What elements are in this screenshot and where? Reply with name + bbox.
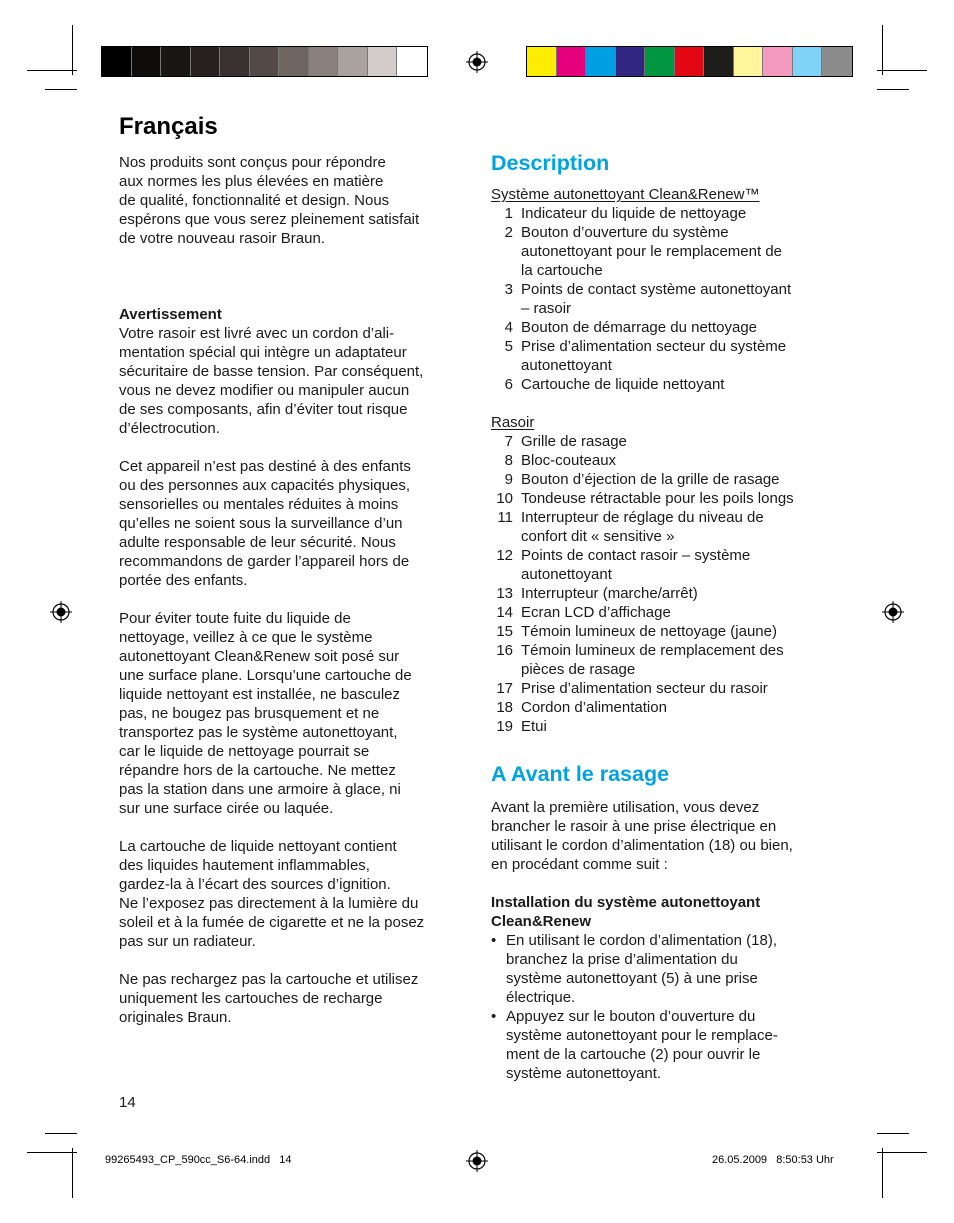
part-number: 15 [496,623,513,640]
part-label: Témoin lumineux de nettoyage (jaune) [521,623,777,640]
registration-mark-icon [50,601,72,623]
part-list-item [491,337,841,375]
part-label: Bouton d’ouverture du système autonettoyant pour le remplacement de la cartouche [521,224,782,279]
refill-paragraph: Ne pas rechargez pas la cartouche et utilisez uniquement les cartouches de recharge originales Braun. [119,971,419,1026]
part-list-item [491,280,841,318]
color-swatch [220,47,250,76]
part-list-item [491,451,841,470]
part-list-item [491,717,841,736]
footer-file-info: 99265493_CP_590cc_S6-64.indd 14 [105,1154,292,1166]
page-title: Français [119,113,218,140]
registration-mark-icon [882,601,904,623]
color-swatch [616,47,646,76]
leak-paragraph: Pour éviter toute fuite du liquide de nettoyage, veillez à ce que le système autonettoyant Clean&Renew soit posé sur une surface plane. Lorsqu’une cartouche de liquide nettoyant est installée, ne basculez pas, ne bougez pas brusquement et ne transportez pas le système autonettoyant, car le liquide de nettoyage pourrait se répandre hors de la cartouche. Ne mettez pas la station dans une armoire à glace, ni sur une surface cirée ou laquée. [119,610,412,817]
part-number: 10 [496,490,513,507]
color-swatch [102,47,132,76]
part-list-item [491,318,841,337]
part-label: Etui [521,718,547,735]
part-number: 11 [497,509,513,526]
warning-heading: Avertissement [119,306,222,323]
grayscale-color-bar [101,46,428,77]
description-heading: Description [491,151,610,175]
part-list-item [491,622,841,641]
color-swatch [734,47,764,76]
system-section-title: Système autonettoyant Clean&Renew™ [491,186,760,203]
part-label: Interrupteur (marche/arrêt) [521,585,698,602]
install-steps-list [491,931,841,1083]
install-step [491,1007,841,1083]
color-swatch [132,47,162,76]
flammable-paragraph: La cartouche de liquide nettoyant contient des liquides hautement inflammables, gardez-la à l’écart des sources d’ignition. Ne l’exposez pas directement à la lumière du soleil et à la fumée de cigarette et ne la posez pas sur un radiateur. [119,838,425,950]
process-color-bar [526,46,853,77]
color-swatch [191,47,221,76]
bullet-icon: • [491,1008,497,1025]
install-heading: Installation du système autonettoyant Clean&Renew [491,894,761,930]
part-label: Points de contact système autonettoyant – rasoir [521,281,792,317]
part-label: Bloc-couteaux [521,452,617,469]
part-list-item [491,584,841,603]
part-number: 7 [504,433,513,450]
part-label: Témoin lumineux de remplacement des pièces de rasage [521,642,784,678]
part-label: Interrupteur de réglage du niveau de confort dit « sensitive » [521,509,764,545]
part-list-item [491,223,841,280]
color-swatch [338,47,368,76]
part-number: 9 [504,471,513,488]
color-swatch [368,47,398,76]
right-column-before-shaving [491,798,841,1083]
part-number: 17 [496,680,513,697]
shaver-section-title: Rasoir [491,414,535,431]
color-swatch [397,47,427,76]
install-step-text: Appuyez sur le bouton d’ouverture du système autonettoyant pour le remplace- ment de la cartouche (2) pour ouvrir le système autonettoyant. [506,1008,778,1082]
page-number: 14 [119,1094,136,1111]
part-number: 6 [504,376,513,393]
children-paragraph: Cet appareil n’est pas destiné à des enfants ou des personnes aux capacités physiques, sensorielles ou mentales réduites à moins qu’elles ne soient sous la surveillance d’un adulte responsable de leur sécurité. Nous recommandons de garder l’appareil hors de portée des enfants. [119,458,411,589]
install-step-text: En utilisant le cordon d’alimentation (18), branchez la prise d’alimentation du système autonettoyant (5) à une prise électrique. [506,932,777,1006]
color-swatch [763,47,793,76]
before-intro-paragraph: Avant la première utilisation, vous devez brancher le rasoir à une prise électrique en utilisant le cordon d’alimentation (18) ou bien, en procédant comme suit : [491,799,793,873]
right-column-description [491,185,841,736]
footer-timestamp: 26.05.2009 8:50:53 Uhr [712,1154,834,1166]
before-shaving-heading: A Avant le rasage [491,762,670,786]
part-label: Ecran LCD d’affichage [521,604,671,621]
part-number: 8 [504,452,513,469]
part-list-item [491,603,841,622]
part-label: Points de contact rasoir – système autonettoyant [521,547,751,583]
part-label: Prise d’alimentation secteur du système autonettoyant [521,338,787,374]
part-list-item [491,641,841,679]
part-number: 13 [496,585,513,602]
part-label: Bouton de démarrage du nettoyage [521,319,758,336]
registration-mark-icon [466,51,488,73]
intro-paragraph: Nos produits sont conçus pour répondre aux normes les plus élevées en matière de qualité, fonctionnalité et design. Nous espérons que vous serez pleinement satisfait de votre nouveau rasoir Braun. [119,154,420,247]
part-list-item [491,432,841,451]
shaver-parts-list [491,432,841,736]
color-swatch [645,47,675,76]
part-list-item [491,204,841,223]
left-column [119,153,469,1027]
part-number: 4 [504,319,513,336]
part-list-item [491,679,841,698]
part-number: 19 [496,718,513,735]
part-list-item [491,698,841,717]
part-number: 14 [496,604,513,621]
color-swatch [557,47,587,76]
system-parts-list [491,204,841,394]
part-number: 5 [504,338,513,355]
part-label: Indicateur du liquide de nettoyage [521,205,747,222]
part-number: 12 [496,547,513,564]
color-swatch [586,47,616,76]
install-step [491,931,841,1007]
part-list-item [491,375,841,394]
registration-mark-icon [466,1150,488,1172]
warning-paragraph: Votre rasoir est livré avec un cordon d’ali- mentation spécial qui intègre un adaptateur sécuritaire de basse tension. Par conséquent, vous ne devez modifier ou manipuler aucun de ses composants, afin d’éviter tout risque d’électrocution. [119,325,424,437]
part-number: 16 [496,642,513,659]
color-swatch [250,47,280,76]
color-swatch [309,47,339,76]
color-swatch [822,47,852,76]
part-list-item [491,508,841,546]
part-number: 3 [504,281,513,298]
part-number: 1 [504,205,513,222]
part-number: 2 [504,224,513,241]
part-label: Grille de rasage [521,433,627,450]
color-swatch [704,47,734,76]
color-swatch [527,47,557,76]
part-label: Cartouche de liquide nettoyant [521,376,725,393]
part-number: 18 [496,699,513,716]
bullet-icon: • [491,932,497,949]
part-label: Bouton d’éjection de la grille de rasage [521,471,780,488]
part-label: Prise d’alimentation secteur du rasoir [521,680,768,697]
color-swatch [675,47,705,76]
part-list-item [491,470,841,489]
color-swatch [793,47,823,76]
part-list-item [491,546,841,584]
part-list-item [491,489,841,508]
part-label: Tondeuse rétractable pour les poils longs [521,490,794,507]
color-swatch [161,47,191,76]
color-swatch [279,47,309,76]
part-label: Cordon d’alimentation [521,699,667,716]
